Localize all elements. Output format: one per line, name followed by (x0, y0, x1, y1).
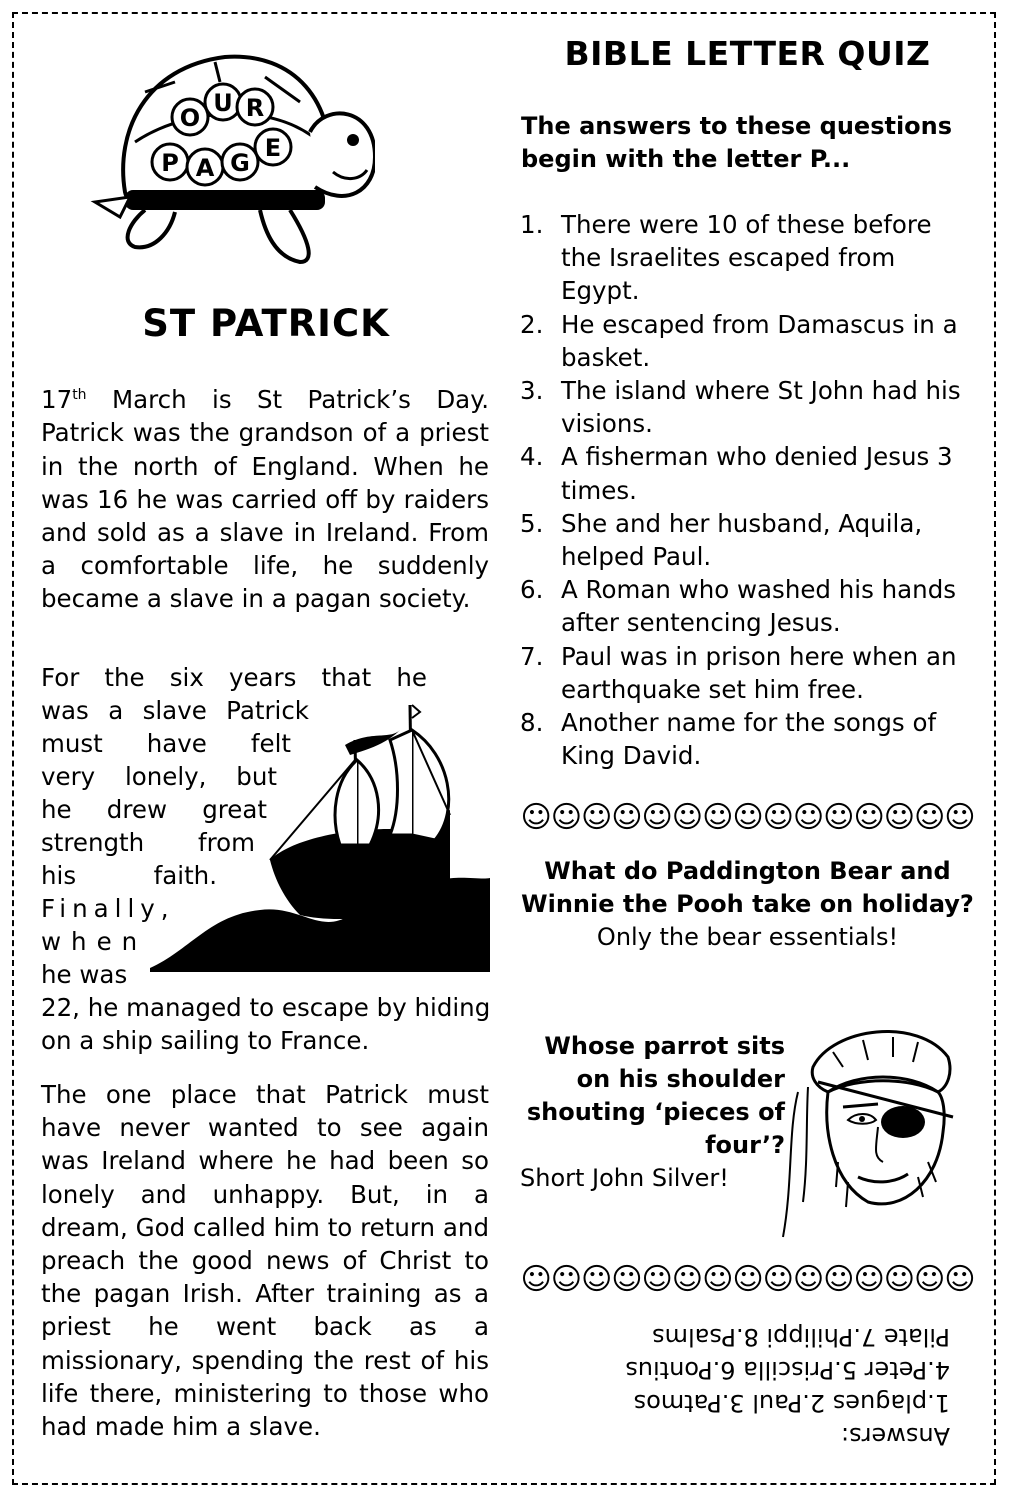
question-number: 8. (520, 708, 544, 738)
answers-heading: Answers: (841, 1422, 950, 1450)
quiz-question (520, 706, 975, 772)
paragraph-2-line: when (41, 927, 148, 956)
quiz-question (520, 507, 975, 573)
question-number: 7. (520, 641, 544, 671)
question-text: A fisherman who denied Jesus 3 times. (561, 442, 953, 505)
paragraph-2-line: very lonely, but (41, 762, 277, 791)
quiz-question (520, 573, 975, 639)
joke-answer: Short John Silver! (520, 1164, 729, 1192)
logo-letter-o: O (179, 104, 201, 132)
date-suffix: th (72, 387, 87, 403)
article-title: ST PATRICK (142, 302, 390, 345)
paragraph-2-line: strength from (41, 828, 255, 857)
ship-illustration (150, 700, 490, 972)
paragraph-2-line: his faith. (41, 861, 217, 890)
joke-question: What do Paddington Bear and Winnie the Pooh take on holiday? (521, 857, 974, 918)
question-text: A Roman who washed his hands after sentencing Jesus. (561, 575, 957, 638)
question-number: 6. (520, 575, 544, 605)
smiley-divider: ☺☺☺☺☺☺☺☺☺☺☺☺☺☺☺ (520, 1262, 975, 1297)
paragraph-2-line: 22, he managed to escape by hiding (41, 993, 491, 1022)
date-number: 17 (41, 385, 73, 415)
quiz-question (520, 208, 975, 308)
question-text: Another name for the songs of King David. (561, 708, 937, 771)
smiley-divider: ☺☺☺☺☺☺☺☺☺☺☺☺☺☺☺ (520, 800, 975, 835)
logo-letter-u: U (213, 89, 233, 117)
paragraph-2-line: must have felt (41, 729, 291, 758)
answers-line: 1.plagues 2.Paul 3.Patmos (633, 1389, 950, 1417)
article-paragraph-1 (41, 379, 489, 616)
question-number: 4. (520, 442, 544, 472)
question-text: Paul was in prison here when an earthquake set him free. (561, 641, 957, 704)
question-text: The island where St John had his visions. (561, 376, 961, 439)
paragraph-2-line: Finally, (41, 894, 175, 923)
paragraph-2-line: was a slave Patrick (41, 696, 309, 725)
question-text: He escaped from Damascus in a basket. (561, 309, 958, 372)
quiz-title: BIBLE LETTER QUIZ (564, 34, 931, 73)
paragraph-2-line: For the six years that he (41, 663, 427, 692)
logo-letter-p: P (161, 149, 179, 177)
quiz-questions (520, 208, 975, 772)
paragraph-2-line: he was (41, 960, 128, 989)
logo-letter-e: E (264, 134, 282, 162)
article-paragraph-3: The one place that Patrick must have never wanted to see again was Ireland where he had been so lonely and unhappy. But, in a dream, God called him to return and preach the good news of Christ to the pagan Irish. After training as a priest he went back as a missionary, spending the rest of his life there, ministering to those who had made him a slave. (41, 1080, 489, 1442)
question-number: 3. (520, 376, 544, 406)
answers-line: Pilate 7.Philippi 8.Psalms (652, 1323, 950, 1351)
joke-paddington (520, 855, 975, 954)
upside-down-answers (550, 1320, 950, 1452)
joke-parrot (520, 1030, 785, 1195)
question-number: 2. (520, 309, 544, 339)
logo-letter-g: G (230, 149, 250, 177)
paragraph-1-text: March is St Patrick’s Day. Patrick was the grandson of a priest in the north of England. When he was 16 he was carried off by raiders and sold as a slave in Ireland. From a comfortable life, he suddenly became a slave in a pagan society. (41, 385, 489, 614)
quiz-question (520, 440, 975, 506)
question-number: 5. (520, 508, 544, 538)
paragraph-2-line: he drew great (41, 795, 267, 824)
question-number: 1. (520, 210, 544, 239)
joke-answer: Only the bear essentials! (596, 923, 899, 951)
quiz-question (520, 374, 975, 440)
quiz-question (520, 308, 975, 374)
logo-letter-a: A (195, 154, 215, 182)
question-text: She and her husband, Aquila, helped Paul. (561, 508, 923, 572)
paragraph-2-line: on a ship sailing to France. (41, 1026, 370, 1055)
answers-line: 4.Peter 5.Priscilla 6.Pontius (625, 1356, 950, 1384)
tortoise-logo (75, 22, 375, 282)
joke-question: Whose parrot sits on his shoulder shouting ‘pieces of four’? (526, 1032, 785, 1159)
pirate-illustration (778, 1012, 968, 1242)
quiz-intro: The answers to these questions begin with the letter P... (521, 112, 953, 173)
logo-letter-r: R (245, 94, 265, 122)
question-text: There were 10 of these before the Israelites escaped from Egypt. (561, 210, 932, 306)
quiz-question (520, 640, 975, 706)
